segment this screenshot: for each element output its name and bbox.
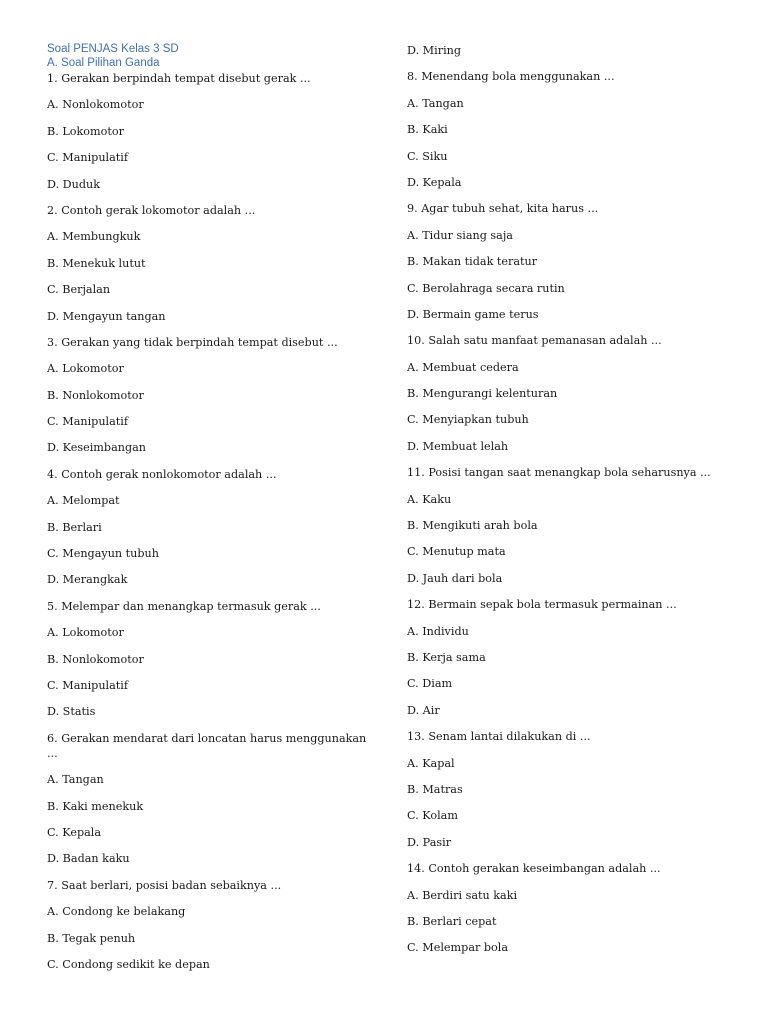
question-text: 10. Salah satu manfaat pemanasan adalah ... <box>407 334 662 348</box>
answer-option: B. Mengurangi kelenturan <box>407 387 558 401</box>
question-text: 1. Gerakan berpindah tempat disebut gerak ... <box>47 72 311 85</box>
answer-option: D. Membuat lelah <box>407 439 509 453</box>
left-question-list <box>47 71 367 972</box>
answer-option: C. Manipulatif <box>47 678 129 692</box>
answer-option: B. Kaki menekuk <box>47 799 144 813</box>
answer-option: C. Kepala <box>47 825 102 839</box>
answer-option: C. Manipulatif <box>47 415 129 429</box>
answer-option: C. Condong sedikit ke depan <box>47 957 210 971</box>
question-text: 2. Contoh gerak lokomotor adalah ... <box>47 203 256 217</box>
right-column <box>407 42 737 967</box>
answer-option: D. Jauh dari bola <box>407 571 503 585</box>
answer-option: D. Mengayun tangan <box>47 309 166 323</box>
question-text: 8. Menendang bola menggunakan ... <box>407 70 615 84</box>
question-text: 9. Agar tubuh sehat, kita harus ... <box>407 202 599 216</box>
answer-option: B. Nonlokomotor <box>47 652 144 666</box>
answer-option: D. Air <box>407 703 440 717</box>
answer-option: B. Mengikuti arah bola <box>407 519 538 533</box>
question-text: 13. Senam lantai dilakukan di ... <box>407 730 591 744</box>
answer-option: A. Tangan <box>47 773 104 787</box>
answer-option: C. Mengayun tubuh <box>47 547 159 561</box>
answer-option: B. Menekuk lutut <box>47 256 146 270</box>
answer-option: D. Duduk <box>47 177 101 191</box>
answer-option: A. Lokomotor <box>47 362 124 376</box>
answer-option: D. Bermain game terus <box>407 307 539 321</box>
answer-option: C. Berolahraga secara rutin <box>407 281 565 295</box>
question-text: 14. Contoh gerakan keseimbangan adalah ... <box>407 862 661 876</box>
answer-option: D. Pasir <box>407 835 452 849</box>
answer-option: B. Makan tidak teratur <box>407 255 538 269</box>
answer-option: A. Melompat <box>47 494 120 508</box>
answer-option: D. Statis <box>47 705 96 719</box>
answer-option: A. Membungkuk <box>47 230 141 244</box>
answer-option: A. Kaku <box>407 492 452 506</box>
answer-option: A. Nonlokomotor <box>47 98 144 112</box>
answer-option: C. Kolam <box>407 809 458 823</box>
answer-option: A. Lokomotor <box>47 626 124 640</box>
answer-option: D. Merangkak <box>47 573 128 587</box>
answer-option: C. Menutup mata <box>407 545 506 559</box>
answer-option: B. Matras <box>407 782 463 796</box>
question-text: 3. Gerakan yang tidak berpindah tempat disebut ... <box>47 335 338 349</box>
left-column <box>47 42 367 983</box>
answer-option: C. Siku <box>407 149 448 163</box>
answer-option: A. Membuat cedera <box>407 360 519 374</box>
answer-option: A. Berdiri satu kaki <box>407 888 518 902</box>
answer-option: D. Miring <box>407 44 462 57</box>
answer-option: D. Keseimbangan <box>47 441 146 455</box>
answer-option: C. Melempar bola <box>407 941 509 955</box>
question-text: 4. Contoh gerak nonlokomotor adalah ... <box>47 467 277 481</box>
answer-option: C. Manipulatif <box>47 151 129 165</box>
right-question-list <box>407 43 737 955</box>
answer-option: C. Berjalan <box>47 283 111 297</box>
answer-option: B. Berlari <box>47 520 102 534</box>
answer-option: C. Diam <box>407 677 453 691</box>
question-text: 6. Gerakan mendarat dari loncatan harus menggunakan ... <box>47 731 367 760</box>
answer-option: B. Kaki <box>407 123 448 137</box>
answer-option: A. Kapal <box>407 756 455 770</box>
question-text: 7. Saat berlari, posisi badan sebaiknya ... <box>47 878 282 892</box>
question-text: 5. Melempar dan menangkap termasuk gerak ... <box>47 599 321 613</box>
question-text: 12. Bermain sepak bola termasuk permainan ... <box>407 598 677 612</box>
document-title: Soal PENJAS Kelas 3 SD <box>47 43 179 55</box>
section-heading: A. Soal Pilihan Ganda <box>47 57 160 69</box>
answer-option: A. Condong ke belakang <box>47 905 186 919</box>
answer-option: A. Tidur siang saja <box>407 228 513 242</box>
answer-option: D. Badan kaku <box>47 852 130 866</box>
answer-option: A. Tangan <box>407 96 464 110</box>
answer-option: C. Menyiapkan tubuh <box>407 413 529 427</box>
question-text: 11. Posisi tangan saat menangkap bola seharusnya ... <box>407 466 711 480</box>
answer-option: D. Kepala <box>407 175 462 189</box>
answer-option: B. Nonlokomotor <box>47 388 144 402</box>
answer-option: B. Tegak penuh <box>47 931 136 945</box>
answer-option: B. Berlari cepat <box>407 914 497 928</box>
answer-option: B. Kerja sama <box>407 650 486 664</box>
answer-option: B. Lokomotor <box>47 124 124 138</box>
answer-option: A. Individu <box>407 624 469 638</box>
